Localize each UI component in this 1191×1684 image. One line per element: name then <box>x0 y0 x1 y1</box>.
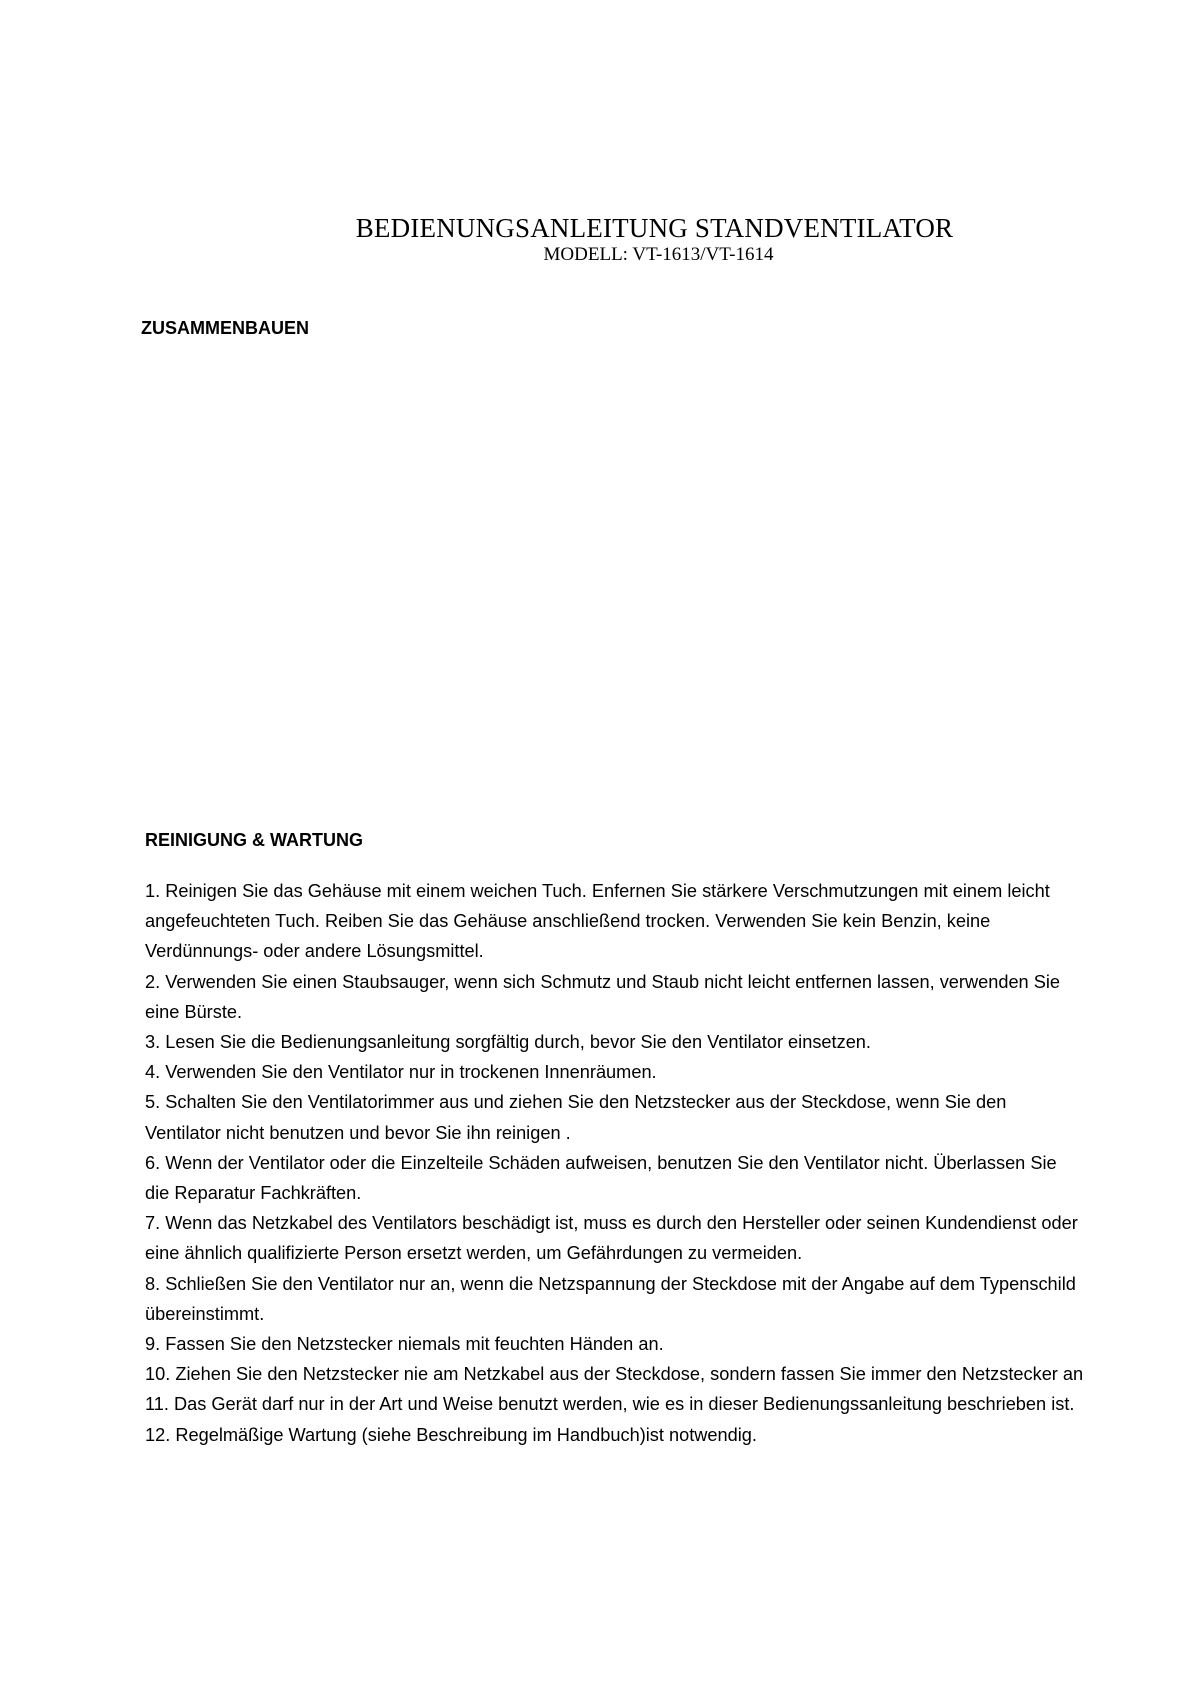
list-item: 12. Regelmäßige Wartung (siehe Beschreibung im Handbuch)ist notwendig. <box>145 1424 757 1445</box>
list-item: 6. Wenn der Ventilator oder die Einzelteile Schäden aufweisen, benutzen Sie den Ventilator nicht. Überlassen Sie die Reparatur Fachkräften. <box>145 1152 1057 1204</box>
list-item: 11. Das Gerät darf nur in der Art und Weise benutzt werden, wie es in dieser Bedienungssanleitung beschrieben ist. <box>145 1394 1075 1415</box>
document-title: BEDIENUNGSANLEITUNG STANDVENTILATOR <box>355 213 954 243</box>
assembly-heading: ZUSAMMENBAUEN <box>141 318 309 338</box>
assembly-content-area <box>141 352 1061 812</box>
list-item: 5. Schalten Sie den Ventilatorimmer aus und ziehen Sie den Netzstecker aus der Steckdose, wenn Sie den Ventilator nicht benutzen und bevor Sie ihn reinigen . <box>145 1092 1007 1143</box>
model-number: MODELL: VT-1613/VT-1614 <box>543 244 774 265</box>
list-item: 7. Wenn das Netzkabel des Ventilators beschädigt ist, muss es durch den Hersteller oder seinen Kundendienst oder eine ähnlich qualifizierte Person ersetzt werden, um Gefährdungen zu vermeiden. <box>145 1213 1078 1264</box>
list-item: 10. Ziehen Sie den Netzstecker nie am Netzkabel aus der Steckdose, sondern fassen Sie immer den Netzstecker an <box>145 1364 1084 1385</box>
cleaning-instructions-list <box>145 876 1085 1450</box>
list-item: 3. Lesen Sie die Bedienungsanleitung sorgfältig durch, bevor Sie den Ventilator einsetzen. <box>145 1032 871 1053</box>
list-item: 8. Schließen Sie den Ventilator nur an, wenn die Netzspannung der Steckdose mit der Angabe auf dem Typenschild übereinstimmt. <box>145 1273 1076 1324</box>
list-item: 2. Verwenden Sie einen Staubsauger, wenn sich Schmutz und Staub nicht leicht entfernen lassen, verwenden Sie eine Bürste. <box>145 971 1061 1022</box>
list-item: 9. Fassen Sie den Netzstecker niemals mit feuchten Händen an. <box>145 1334 664 1355</box>
list-item: 1. Reinigen Sie das Gehäuse mit einem weichen Tuch. Enfernen Sie stärkere Verschmutzungen mit einem leicht angefeuchteten Tuch. Reiben Sie das Gehäuse anschließend trocken. Verwenden Sie kein Benzin, keine Verdünnungs- oder andere Lösungsmittel. <box>145 881 1050 962</box>
title-block <box>0 212 1191 266</box>
list-item: 4. Verwenden Sie den Ventilator nur in trockenen Innenräumen. <box>145 1062 657 1083</box>
cleaning-heading: REINIGUNG & WARTUNG <box>145 830 363 850</box>
